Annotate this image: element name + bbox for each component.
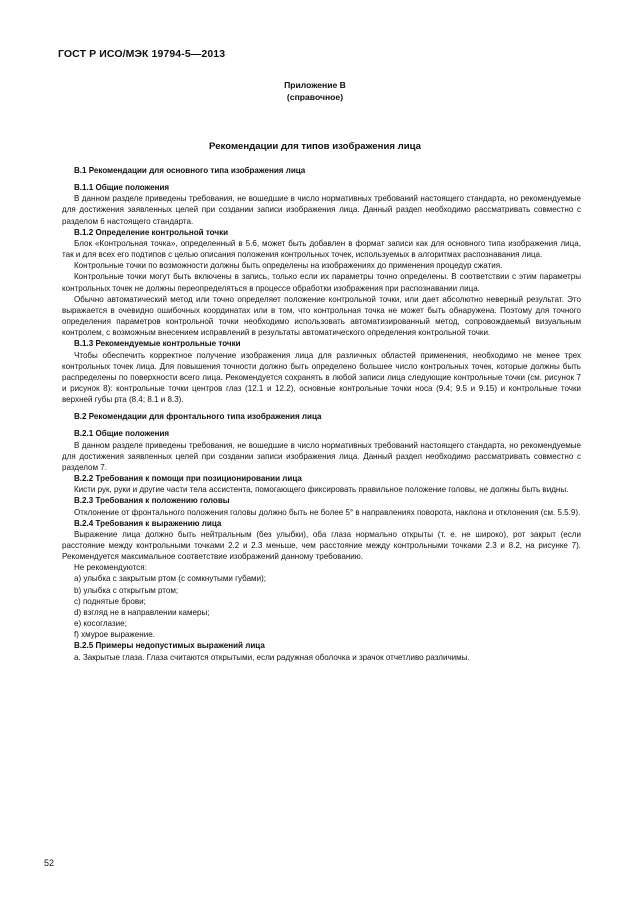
document-title: Рекомендации для типов изображения лица	[209, 141, 421, 152]
section-heading-b24: В.2.4 Требования к выражению лица	[74, 518, 222, 528]
paragraph: Чтобы обеспечить корректное получение изображения лица для различных областей применения, необходимо не менее трех контрольных точек лица. Для повышения точности должно быть определено большее число контрольных точек, которые должны быть распределены по поверхности всего лица. Рекомендуется сохранять в любой записи лица следующие контрольные точки (см. рисунок 7 и рисунок 8): контрольные точки центров глаз (12.1 и 12.2), основные контрольные точки носа (9.4; 9.5 и 9.15) и контрольные точки верхней губы рта (8.4; 8.1 и 8.3).	[62, 350, 581, 405]
paragraph: Отклонение от фронтального положения головы должно быть не более 5° в направлениях поворота, наклона и отклонения (см. 5.5.9).	[74, 507, 581, 517]
list-item: e) косоглазие;	[74, 619, 127, 629]
list-item: d) взгляд не в направлении камеры;	[74, 607, 210, 617]
section-heading-b21: В.2.1 Общие положения	[74, 429, 170, 439]
paragraph: В данном разделе приведены требования, не вошедшие в число нормативных требований настоящего стандарта, но рекомендуемые для достижения заявленных целей при создании записи изображения лица. Данный раздел необходимо рассматривать совместно с разделом 7.	[62, 440, 581, 472]
section-heading-b23: В.2.3 Требования к положению головы	[74, 496, 230, 506]
paragraph: Контрольные точки могут быть включены в запись, только если их параметры точно определены. В соответствии с этим параметры контрольных точек не должны переопределяться в процессе обработки изображения при распознавании лица.	[62, 272, 581, 293]
annex-subtitle: (справочное)	[286, 92, 344, 102]
paragraph: Обычно автоматический метод или точно определяет положение контрольной точки, или дает абсолютно неверный результат. Это выражается в очевидно ошибочных координатах или в том, что контрольная точка не может быть обнаружена. Поэтому для точного определения параметров контрольной точки необходимо использовать автоматизированный метод, сопровождаемый визуальным контролем, с возможным внесением исправлений в результаты автоматического определения контрольной точки.	[62, 294, 581, 338]
document-body	[62, 165, 581, 663]
document-header: ГОСТ Р ИСО/МЭК 19794-5—2013	[58, 48, 226, 60]
section-heading-b25: В.2.5 Примеры недопустимых выражений лица	[74, 641, 265, 651]
paragraph: Кисти рук, руки и другие части тела ассистента, помогающего фиксировать правильное положение головы, не должны быть видны.	[74, 485, 569, 495]
page-number: 52	[44, 858, 55, 868]
paragraph: Не рекомендуются:	[74, 563, 147, 573]
paragraph: Контрольные точки по возможности должны быть определены на изображениях до применения процедур сжатия.	[74, 261, 503, 271]
list-item: b) улыбка с открытым ртом;	[74, 585, 179, 595]
annex-title: Приложение В	[284, 80, 346, 90]
list-item: a) улыбка с закрытым ртом (с сомкнутыми губами);	[74, 574, 266, 584]
paragraph: Блок «Контрольная точка», определенный в 5.6, может быть добавлен в формат записи как для основного типа изображения лица, так и для всех его подтипов с целью описания положения контрольных точек, используемых в алгоритмах распознавания лица.	[62, 238, 581, 260]
section-heading-b11: В.1.1 Общие положения	[74, 183, 170, 193]
paragraph: а. Закрытые глаза. Глаза считаются открытыми, если радужная оболочка и зрачок отчетливо различимы.	[74, 652, 470, 662]
section-heading-b1: В.1 Рекомендации для основного типа изображения лица	[74, 166, 306, 175]
paragraph: В данном разделе приведены требования, не вошедшие в число нормативных требований настоящего стандарта, но рекомендуемые для достижения заявленных целей при создании записи изображения лица. Данный раздел необходимо рассматривать совместно с разделом 6 настоящего стандарта.	[62, 194, 581, 226]
section-heading-b13: В.1.3 Рекомендуемые контрольные точки	[74, 339, 241, 349]
list-item: c) поднятые брови;	[74, 596, 146, 606]
list-item: f) хмурое выражение.	[74, 630, 155, 640]
section-heading-b22: В.2.2 Требования к помощи при позиционировании лица	[74, 474, 302, 484]
section-heading-b2: В.2 Рекомендации для фронтального типа изображения лица	[74, 412, 322, 422]
paragraph: Выражение лица должно быть нейтральным (без улыбки), оба глаза нормально открыты (т. е. не широко), рот закрыт (если расстояние между контрольными точками 2.2 и 2.3 меньше, чем расстояние между контрольными точками 2.3 и 8.2, на рисунке 7). Рекомендуется максимальное соответствие изображений данному требованию.	[62, 529, 581, 562]
section-heading-b12: В.1.2 Определение контрольной точки	[74, 227, 229, 237]
